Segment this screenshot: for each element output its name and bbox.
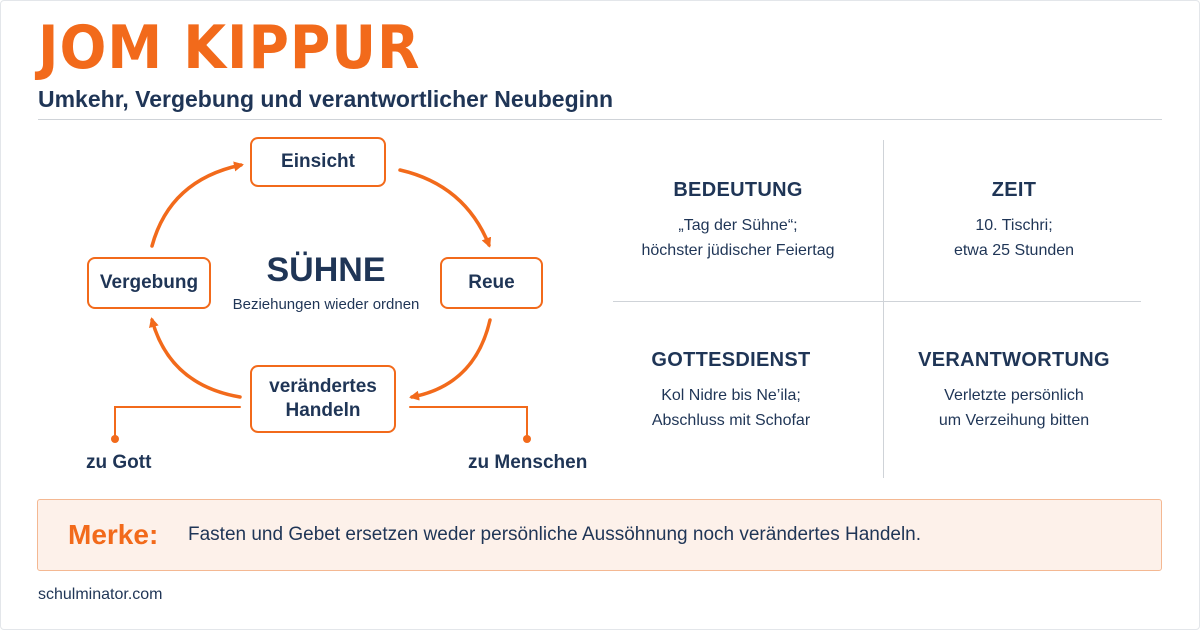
node-label-vergebung: Vergebung bbox=[99, 272, 199, 293]
node-label-reue: Reue bbox=[468, 272, 515, 293]
info-heading: ZEIT bbox=[991, 179, 1037, 201]
arrow-reue-to-handeln bbox=[412, 320, 490, 397]
info-line: um Verzeihung bitten bbox=[938, 412, 1090, 429]
branch-label-menschen: zu Menschen bbox=[468, 452, 588, 473]
cycle-node-handeln bbox=[250, 365, 396, 433]
info-cell-verantwortung bbox=[884, 347, 1144, 433]
cycle-center-title: SÜHNE bbox=[266, 251, 386, 289]
node-label-einsicht: Einsicht bbox=[281, 151, 355, 172]
info-heading: BEDEUTUNG bbox=[673, 179, 803, 201]
info-line: Verletzte persönlich bbox=[944, 387, 1084, 404]
grid-horizontal-divider bbox=[613, 301, 1141, 302]
info-cell-zeit bbox=[884, 177, 1144, 263]
cycle-node-reue bbox=[440, 257, 543, 309]
page-subtitle: Umkehr, Vergebung und verantwortlicher Neubeginn bbox=[38, 86, 614, 112]
node-label-handeln-line1: verändertes bbox=[269, 376, 377, 397]
cycle-center-subtitle: Beziehungen wieder ordnen bbox=[232, 296, 420, 313]
info-heading: VERANTWORTUNG bbox=[918, 349, 1110, 371]
cycle-node-vergebung bbox=[87, 257, 211, 309]
info-cell-bedeutung bbox=[608, 177, 868, 263]
arrow-einsicht-to-reue bbox=[400, 170, 489, 245]
page-title: JOM KIPPUR bbox=[38, 13, 421, 83]
node-label-handeln-line2: Handeln bbox=[285, 400, 361, 421]
info-line: Kol Nidre bis Ne’ila; bbox=[661, 387, 801, 404]
branch-line-gott bbox=[115, 407, 240, 437]
branch-dot-gott bbox=[111, 435, 119, 443]
note-label: Merke: bbox=[68, 519, 159, 550]
info-cell-gottesdienst bbox=[600, 347, 862, 433]
info-line: „Tag der Sühne“; bbox=[678, 217, 798, 234]
arrow-handeln-to-vergebung bbox=[152, 320, 240, 397]
branch-label-gott: zu Gott bbox=[86, 452, 152, 473]
branch-line-menschen bbox=[410, 407, 527, 437]
cycle-node-einsicht bbox=[250, 137, 386, 187]
info-line: höchster jüdischer Feiertag bbox=[641, 242, 835, 259]
note-text: Fasten und Gebet ersetzen weder persönliche Aussöhnung noch verändertes Handeln. bbox=[188, 524, 922, 545]
info-line: etwa 25 Stunden bbox=[953, 242, 1075, 259]
branch-dot-menschen bbox=[523, 435, 531, 443]
info-heading: GOTTESDIENST bbox=[651, 349, 811, 371]
footer-source: schulminator.com bbox=[38, 586, 163, 603]
info-line: 10. Tischri; bbox=[975, 217, 1053, 234]
info-line: Abschluss mit Schofar bbox=[651, 412, 811, 429]
arrow-vergebung-to-einsicht bbox=[152, 165, 241, 246]
note-box bbox=[37, 499, 1162, 571]
